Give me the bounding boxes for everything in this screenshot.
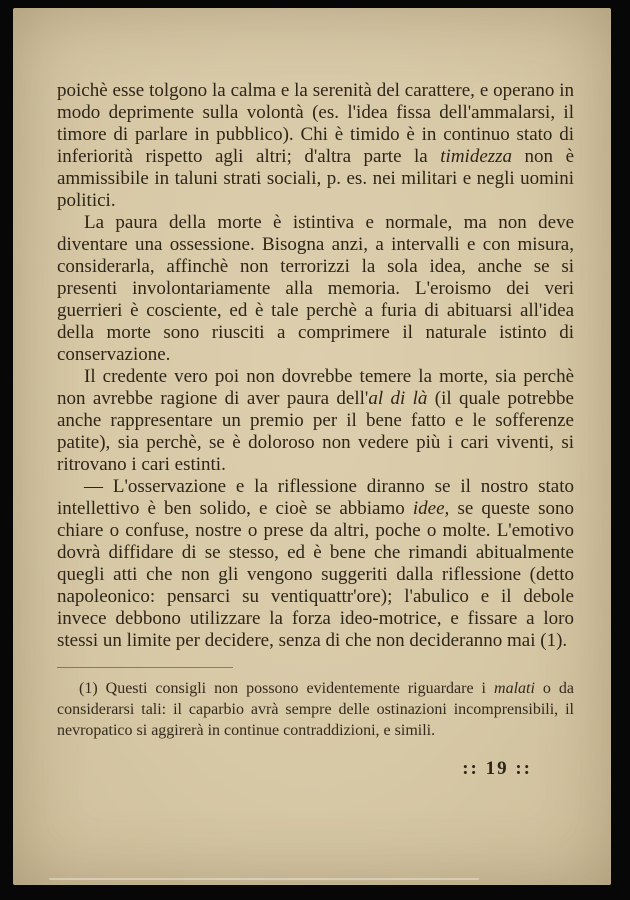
footnote xyxy=(57,678,574,741)
paragraph-3 xyxy=(57,366,574,476)
text-run: poichè esse tolgono la calma e la serenità del carattere, e operano in modo deprimente sulla volontà (es. l'idea fissa dell'ammalarsi, il timore di parlare in pubblico). Chi è timido è in continuo stato di inferiorità rispetto agli altri; d'altra parte la xyxy=(57,80,574,167)
text-run: La paura della morte è istintiva e normale, ma non deve diventare una ossessione. Bisogna anzi, a intervalli e con misura, considerarla, affinchè non terrorizzi la sola idea, anche se si presenti involontariamente alla memoria. L'eroismo dei veri guerrieri è cosciente, ed è tale perchè a furia di abituarsi all'idea della morte sono riusciti a comprimere il naturale istinto di conservazione. xyxy=(57,212,574,365)
italic-text-run: timidezza xyxy=(440,146,513,167)
page-content xyxy=(57,80,574,780)
footnote-text-run: o da considerarsi tali: il caparbio avrà sempre delle ostinazioni incomprensibili, il nevropatico si aggirerà in continue contraddizioni, e simili. xyxy=(57,680,575,739)
text-run: Il credente vero poi non dovrebbe temere la morte, sia perchè non avrebbe ragione di aver paura dell' xyxy=(57,366,574,409)
text-run: se queste sono chiare o confuse, nostre o prese da altri, poche o molte. L'emotivo dovrà diffidare di se stesso, ed è bene che rimandi abitualmente quegli atti che non gli vengono suggeriti dalla riflessione (detto napoleonico: pensarci su ventiquattr'ore); l'abulico e il debole invece debbono utilizzare la forza ideo-motrice, e fissare a loro stessi un limite per decidere, senza di che non decideranno mai (1). xyxy=(57,498,574,651)
italic-text-run: al di là xyxy=(368,388,428,409)
footnote-text-run: (1) Questi consigli non possono evidentemente riguardare i xyxy=(79,680,495,697)
text-run: — L'osservazione e la riflessione diranno se il nostro stato intellettivo è ben solido, e cioè se abbiamo xyxy=(57,476,574,519)
text-run: (il quale potrebbe anche rappresentare un premio per il bene fatto e le sofferenze patite), sia perchè, se è doloroso non vedere più i cari viventi, si ritrovano i cari estinti. xyxy=(57,388,574,475)
paragraph-1 xyxy=(57,80,574,212)
book-page xyxy=(13,8,611,885)
paragraph-2 xyxy=(57,212,574,366)
scan-edge-artifact xyxy=(49,878,479,880)
italic-text-run: idee, xyxy=(412,498,450,519)
page-number: :: 19 :: xyxy=(462,758,532,779)
paragraph-4 xyxy=(57,476,574,652)
text-run: non è ammissibile in taluni strati sociali, p. es. nei militari e negli uomini politici. xyxy=(57,146,575,211)
footnote-italic-run: malati xyxy=(494,680,535,697)
footnote-rule xyxy=(57,667,233,668)
